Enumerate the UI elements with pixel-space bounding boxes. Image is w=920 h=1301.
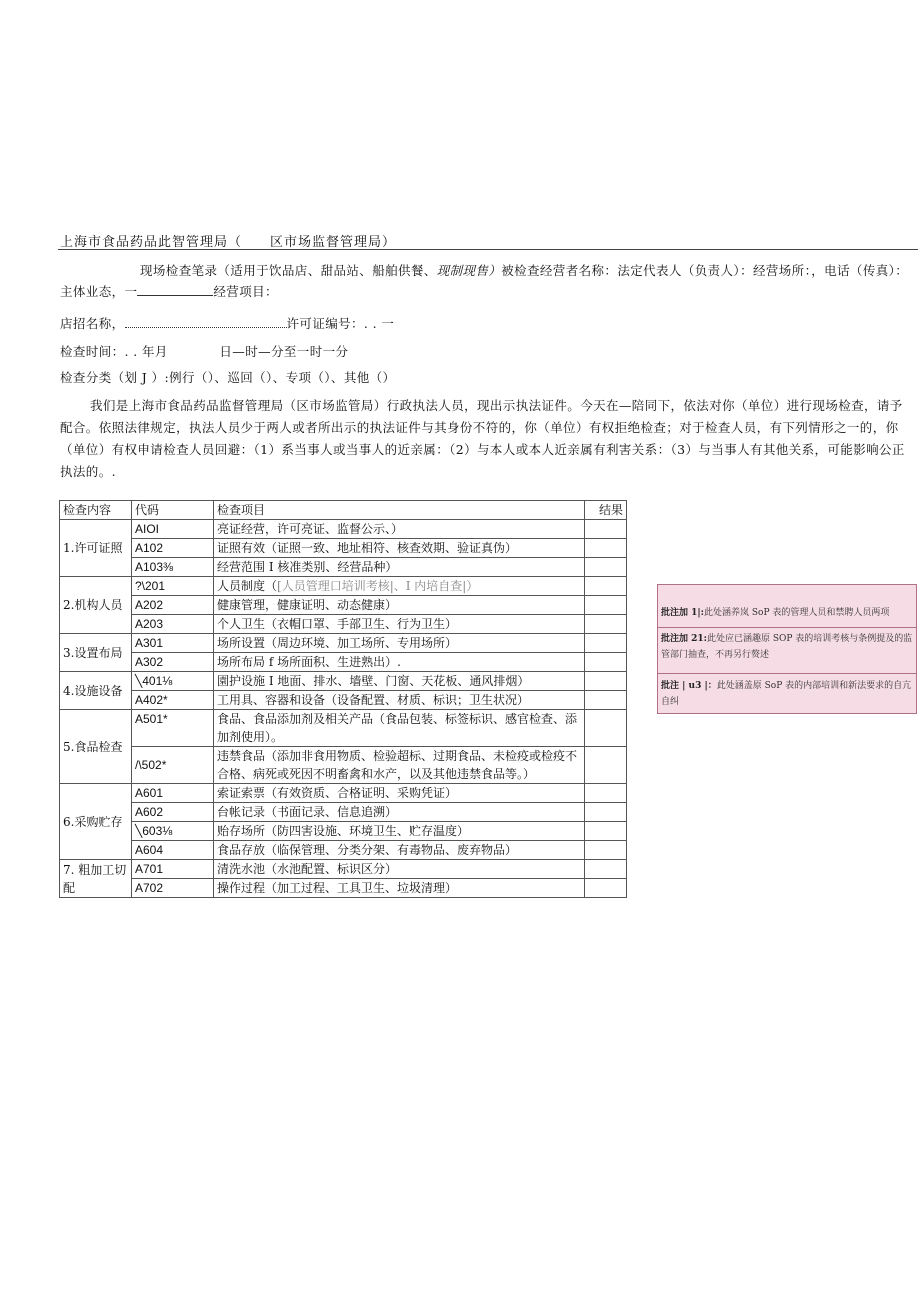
comment-3[interactable] xyxy=(658,678,916,710)
item-cell: 食品存放（临保管理、分类分架、有毒物品、废弃物品） xyxy=(214,841,585,860)
result-cell[interactable] xyxy=(585,822,627,841)
item-cell: 证照有效（证照一致、地址相符、核查效期、验证真伪） xyxy=(214,539,585,558)
code-cell: AIOI xyxy=(132,520,214,539)
item-cell: 食品、食品添加剂及相关产品（食品包装、标签标识、感官检查、添加剂使用）。 xyxy=(214,710,585,747)
item-cell: 台帐记录（书面记录、信息追溯） xyxy=(214,803,585,822)
intro-text-b: 被检查经营者名称：法定代表人（负责人）：经营场所：，电话（传真）：主体业态，一 xyxy=(60,263,909,299)
table-row xyxy=(60,784,627,803)
category-cell: 6.采购贮存 xyxy=(60,784,132,860)
item-cell: 操作过程（加工过程、工具卫生、垃圾清理） xyxy=(214,879,585,898)
category-cell: 7. 粗加工切配 xyxy=(60,860,132,898)
code-cell: /\502* xyxy=(132,747,214,784)
table-row xyxy=(60,577,627,596)
item-cell: 健康管理，健康证明、动态健康） xyxy=(214,596,585,615)
table-row xyxy=(60,634,627,653)
item-tracked-text: [人员管理口培训考核|、I 内培自查|） xyxy=(277,579,479,593)
header-code: 代码 xyxy=(132,501,214,520)
business-type-blank[interactable] xyxy=(137,283,213,296)
code-cell: A604 xyxy=(132,841,214,860)
code-cell: A702 xyxy=(132,879,214,898)
code-cell: A102 xyxy=(132,539,214,558)
table-header-row xyxy=(60,501,627,520)
table-row xyxy=(60,822,627,841)
item-text: 人员制度（ xyxy=(217,579,278,593)
result-cell[interactable] xyxy=(585,539,627,558)
comment-1-text: 此处涵养岚 SoP 表的管理人员和禁聘人员两项 xyxy=(704,608,890,618)
code-cell: A601 xyxy=(132,784,214,803)
category-cell: 5.食品检查 xyxy=(60,710,132,784)
category-cell: 4.设施设备 xyxy=(60,672,132,710)
code-cell: A402* xyxy=(132,691,214,710)
comment-divider xyxy=(658,673,916,674)
code-cell: A203 xyxy=(132,615,214,634)
result-cell[interactable] xyxy=(585,803,627,822)
result-cell[interactable] xyxy=(585,841,627,860)
header-left: 上海市食品药品此智管理局（ xyxy=(60,235,243,250)
item-cell: 清洗水池（水池配置、标识区分） xyxy=(214,860,585,879)
item-cell: 经营范围 I 核准类别、经营品种） xyxy=(214,558,585,577)
result-cell[interactable] xyxy=(585,860,627,879)
result-cell[interactable] xyxy=(585,577,627,596)
store-license-line xyxy=(60,314,394,332)
code-cell: ╲401⅛ xyxy=(132,672,214,691)
table-row xyxy=(60,710,627,747)
item-cell: 亮证经营，许可亮证、监督公示、） xyxy=(214,520,585,539)
category-cell: 2.机构人员 xyxy=(60,577,132,634)
business-items-label: 经营项目： xyxy=(213,284,278,299)
comment-panel xyxy=(657,584,917,714)
comment-1-tag: 批注加 1|: xyxy=(661,608,704,618)
code-cell: A602 xyxy=(132,803,214,822)
store-name-label: 店招名称， xyxy=(60,316,125,331)
comment-1[interactable] xyxy=(658,605,916,621)
header-content: 检查内容 xyxy=(60,501,132,520)
table-row xyxy=(60,615,627,634)
item-cell: 场所设置（周边环境、加工场所、专用场所） xyxy=(214,634,585,653)
intro-paragraph xyxy=(60,260,915,302)
code-cell: A103⅜ xyxy=(132,558,214,577)
code-cell: A301 xyxy=(132,634,214,653)
category-line: 检查分类（划 J ）:例行（）、巡回（）、专项（）、其他（） xyxy=(60,370,396,385)
result-cell[interactable] xyxy=(585,596,627,615)
table-row xyxy=(60,841,627,860)
notice-paragraph: 我们是上海市食品药品监督管理局（区市场监管局）行政执法人员，现出示执法证件。今天在—陪同下，依法对你（单位）进行现场检查，请予配合。依照法律规定，执法人员少于两人或者所出示的执法证件与其身份不符的，你（单位）有权拒绝检查；对于检查人员，有下列情形之一的，你（单位）有权申请检查人员回避：（1）系当事人或当事人的近亲属：（2）与本人或本人近亲属有利害关系：（3）与当事人有其他关系，可能影响公正执法的。. xyxy=(60,398,905,479)
comment-2[interactable] xyxy=(658,631,916,663)
item-cell: 工用具、容器和设备（设备配置、材质、标识；卫生状况） xyxy=(214,691,585,710)
table-row xyxy=(60,860,627,879)
comment-2-text: 此处应已涵趣原 SOP 表的培训考核与条例提及的监管部门抽查，不再另行赘述 xyxy=(661,634,913,660)
category-cell: 1.许可证照 xyxy=(60,520,132,577)
table-row xyxy=(60,879,627,898)
table-row xyxy=(60,558,627,577)
license-label: 许可证编号：. . 一 xyxy=(286,316,395,331)
intro-text-a: 现场检查笔录（适用于饮品店、甜品站、船舶供餐、 xyxy=(140,263,437,278)
store-name-blank[interactable] xyxy=(125,315,287,328)
result-cell[interactable] xyxy=(585,784,627,803)
table-row xyxy=(60,653,627,672)
table-row xyxy=(60,520,627,539)
item-cell: 场所布局 f 场所面积、生进熟出）. xyxy=(214,653,585,672)
intro-italic: 现制现售） xyxy=(436,263,502,278)
result-cell[interactable] xyxy=(585,879,627,898)
header-rule xyxy=(58,249,918,250)
comment-3-tag: 批注 | u3 |： xyxy=(661,681,717,691)
item-cell: 贻存场所（防四害设施、环境卫生、贮存温度） xyxy=(214,822,585,841)
header-result: 结果 xyxy=(585,501,627,520)
comment-3-text: 此处涵盖原 SoP 表的内部培训和新法要求的自亢自纠 xyxy=(661,681,912,707)
header-item: 检查项目 xyxy=(214,501,585,520)
table-row xyxy=(60,672,627,691)
item-cell: 園护设施 I 地面、排水、墙壁、门窗、天花板、通风排烟） xyxy=(214,672,585,691)
inspection-table xyxy=(59,500,627,898)
result-cell[interactable] xyxy=(585,747,627,784)
code-cell: A202 xyxy=(132,596,214,615)
table-row xyxy=(60,596,627,615)
result-cell[interactable] xyxy=(585,691,627,710)
code-cell: A302 xyxy=(132,653,214,672)
code-cell: ?\201 xyxy=(132,577,214,596)
result-cell[interactable] xyxy=(585,615,627,634)
result-cell[interactable] xyxy=(585,710,627,747)
comment-2-tag: 批注加 21: xyxy=(661,634,707,644)
item-cell: 个人卫生（衣帽口罩、手部卫生、行为卫生） xyxy=(214,615,585,634)
code-cell: A701 xyxy=(132,860,214,879)
header-right: 区市场监督管理局） xyxy=(270,235,397,250)
document-header xyxy=(60,231,396,250)
table-row xyxy=(60,691,627,710)
time-line: 检查时间：. . 年月 日—时—分至一时一分 xyxy=(60,344,349,359)
code-cell: ╲603⅛ xyxy=(132,822,214,841)
item-cell: 违禁食品（添加非食用物质、检验超标、过期食品、未检疫或检疫不合格、病死或死因不明畜禽和水产，以及其他违禁食品等。） xyxy=(214,747,585,784)
table-row xyxy=(60,747,627,784)
result-cell[interactable] xyxy=(585,672,627,691)
item-cell: 索证索票（有效资质、合格证明、采购凭证） xyxy=(214,784,585,803)
result-cell[interactable] xyxy=(585,558,627,577)
result-cell[interactable] xyxy=(585,520,627,539)
table-row xyxy=(60,803,627,822)
result-cell[interactable] xyxy=(585,634,627,653)
category-cell: 3.设置布局 xyxy=(60,634,132,672)
item-cell xyxy=(214,577,585,596)
table-row xyxy=(60,539,627,558)
code-cell: A501* xyxy=(132,710,214,747)
comment-divider xyxy=(658,627,916,628)
result-cell[interactable] xyxy=(585,653,627,672)
